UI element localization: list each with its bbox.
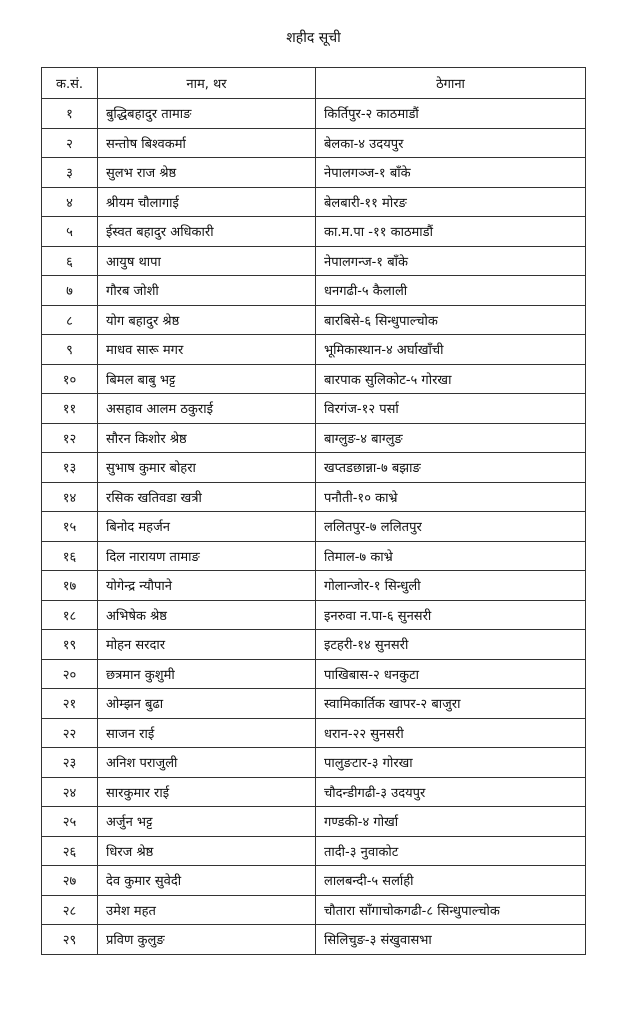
header-address: ठेगाना bbox=[316, 68, 586, 99]
serial-cell: ८ bbox=[42, 305, 98, 335]
address-cell: पालुङटार-३ गोरखा bbox=[316, 748, 586, 778]
name-cell: अनिश पराजुली bbox=[98, 748, 316, 778]
table-row bbox=[42, 836, 586, 866]
serial-cell: १ bbox=[42, 99, 98, 129]
address-cell: बारबिसे-६ सिन्धुपाल्चोक bbox=[316, 305, 586, 335]
page-title: शहीद सूची bbox=[286, 30, 341, 46]
address-cell: ललितपुर-७ ललितपुर bbox=[316, 512, 586, 542]
name-cell: योगेन्द्र न्यौपाने bbox=[98, 571, 316, 601]
serial-cell: २३ bbox=[42, 748, 98, 778]
serial-cell: १९ bbox=[42, 630, 98, 660]
name-cell: बुद्धिबहादुर तामाङ bbox=[98, 99, 316, 129]
name-cell: ओम्झन बुढा bbox=[98, 689, 316, 719]
table-row bbox=[42, 217, 586, 247]
table-row bbox=[42, 630, 586, 660]
address-cell: बारपाक सुलिकोट-५ गोरखा bbox=[316, 364, 586, 394]
name-cell: अभिषेक श्रेष्ठ bbox=[98, 600, 316, 630]
name-cell: श्रीयम चौलागाई bbox=[98, 187, 316, 217]
table-row bbox=[42, 276, 586, 306]
address-cell: धरान-२२ सुनसरी bbox=[316, 718, 586, 748]
table-row bbox=[42, 748, 586, 778]
name-cell: रसिक खतिवडा खत्री bbox=[98, 482, 316, 512]
name-cell: उमेश महत bbox=[98, 895, 316, 925]
table-row bbox=[42, 364, 586, 394]
serial-cell: १२ bbox=[42, 423, 98, 453]
address-cell: नेपालगन्ज-१ बाँके bbox=[316, 246, 586, 276]
table-row bbox=[42, 453, 586, 483]
name-cell: सन्तोष बिश्वकर्मा bbox=[98, 128, 316, 158]
serial-cell: ७ bbox=[42, 276, 98, 306]
serial-cell: ६ bbox=[42, 246, 98, 276]
address-cell: विरगंज-१२ पर्सा bbox=[316, 394, 586, 424]
serial-cell: २५ bbox=[42, 807, 98, 837]
address-cell: किर्तिपुर-२ काठमाडौं bbox=[316, 99, 586, 129]
address-cell: पनौती-१० काभ्रे bbox=[316, 482, 586, 512]
address-cell: नेपालगञ्ज-१ बाँके bbox=[316, 158, 586, 188]
martyrs-table bbox=[41, 67, 586, 955]
name-cell: माधव सारू मगर bbox=[98, 335, 316, 365]
table-row bbox=[42, 718, 586, 748]
serial-cell: २ bbox=[42, 128, 98, 158]
name-cell: सुलभ राज श्रेष्ठ bbox=[98, 158, 316, 188]
table-row bbox=[42, 689, 586, 719]
serial-cell: ९ bbox=[42, 335, 98, 365]
address-cell: पाखिबास-२ धनकुटा bbox=[316, 659, 586, 689]
name-cell: गौरब जोशी bbox=[98, 276, 316, 306]
serial-cell: ५ bbox=[42, 217, 98, 247]
table-row bbox=[42, 925, 586, 955]
table-row bbox=[42, 600, 586, 630]
table-row bbox=[42, 394, 586, 424]
serial-cell: १० bbox=[42, 364, 98, 394]
address-cell: सिलिचुङ-३ संखुवासभा bbox=[316, 925, 586, 955]
serial-cell: १५ bbox=[42, 512, 98, 542]
table-row bbox=[42, 335, 586, 365]
table-row bbox=[42, 423, 586, 453]
address-cell: इटहरी-१४ सुनसरी bbox=[316, 630, 586, 660]
address-cell: तादी-३ नुवाकोट bbox=[316, 836, 586, 866]
name-cell: छत्रमान कुशुमी bbox=[98, 659, 316, 689]
name-cell: साजन राई bbox=[98, 718, 316, 748]
name-cell: सौरन किशोर श्रेष्ठ bbox=[98, 423, 316, 453]
serial-cell: ४ bbox=[42, 187, 98, 217]
serial-cell: २२ bbox=[42, 718, 98, 748]
serial-cell: १६ bbox=[42, 541, 98, 571]
name-cell: धिरज श्रेष्ठ bbox=[98, 836, 316, 866]
table-row bbox=[42, 512, 586, 542]
table-row bbox=[42, 541, 586, 571]
name-cell: मोहन सरदार bbox=[98, 630, 316, 660]
table-row bbox=[42, 128, 586, 158]
name-cell: आयुष थापा bbox=[98, 246, 316, 276]
address-cell: लालबन्दी-५ सर्लाही bbox=[316, 866, 586, 896]
serial-cell: २४ bbox=[42, 777, 98, 807]
table-row bbox=[42, 807, 586, 837]
address-cell: इनरुवा न.पा-६ सुनसरी bbox=[316, 600, 586, 630]
table-row bbox=[42, 158, 586, 188]
name-cell: असहाव आलम ठकुराई bbox=[98, 394, 316, 424]
name-cell: योग बहादुर श्रेष्ठ bbox=[98, 305, 316, 335]
address-cell: चौतारा साँगाचोकगढी-८ सिन्धुपाल्चोक bbox=[316, 895, 586, 925]
address-cell: भूमिकास्थान-४ अर्घाखाँची bbox=[316, 335, 586, 365]
serial-cell: २८ bbox=[42, 895, 98, 925]
serial-cell: २७ bbox=[42, 866, 98, 896]
table-row bbox=[42, 482, 586, 512]
address-cell: गोलान्जोर-१ सिन्धुली bbox=[316, 571, 586, 601]
name-cell: बिनोद महर्जन bbox=[98, 512, 316, 542]
address-cell: बाग्लुङ-४ बाग्लुङ bbox=[316, 423, 586, 453]
table-row bbox=[42, 571, 586, 601]
table-header-row bbox=[42, 68, 586, 99]
address-cell: तिमाल-७ काभ्रे bbox=[316, 541, 586, 571]
name-cell: सारकुमार राई bbox=[98, 777, 316, 807]
serial-cell: १३ bbox=[42, 453, 98, 483]
name-cell: ईस्वत बहादुर अधिकारी bbox=[98, 217, 316, 247]
serial-cell: ११ bbox=[42, 394, 98, 424]
name-cell: प्रविण कुलुङ bbox=[98, 925, 316, 955]
table-row bbox=[42, 305, 586, 335]
serial-cell: २६ bbox=[42, 836, 98, 866]
address-cell: गण्डकी-४ गोर्खा bbox=[316, 807, 586, 837]
address-cell: का.म.पा -११ काठमाडौं bbox=[316, 217, 586, 247]
name-cell: सुभाष कुमार बोहरा bbox=[98, 453, 316, 483]
header-serial: क.सं. bbox=[42, 68, 98, 99]
name-cell: बिमल बाबु भट्ट bbox=[98, 364, 316, 394]
address-cell: धनगढी-५ कैलाली bbox=[316, 276, 586, 306]
table-row bbox=[42, 99, 586, 129]
table-row bbox=[42, 246, 586, 276]
table-row bbox=[42, 187, 586, 217]
address-cell: खप्तडछान्ना-७ बझाङ bbox=[316, 453, 586, 483]
name-cell: अर्जुन भट्ट bbox=[98, 807, 316, 837]
name-cell: दिल नारायण तामाङ bbox=[98, 541, 316, 571]
table-row bbox=[42, 866, 586, 896]
serial-cell: ३ bbox=[42, 158, 98, 188]
serial-cell: १७ bbox=[42, 571, 98, 601]
table-body bbox=[42, 99, 586, 955]
address-cell: बेलका-४ उदयपुर bbox=[316, 128, 586, 158]
header-name: नाम, थर bbox=[98, 68, 316, 99]
table-row bbox=[42, 659, 586, 689]
serial-cell: २० bbox=[42, 659, 98, 689]
name-cell: देव कुमार सुवेदी bbox=[98, 866, 316, 896]
address-cell: स्वामिकार्तिक खापर-२ बाजुरा bbox=[316, 689, 586, 719]
serial-cell: १८ bbox=[42, 600, 98, 630]
table-row bbox=[42, 895, 586, 925]
serial-cell: १४ bbox=[42, 482, 98, 512]
serial-cell: २१ bbox=[42, 689, 98, 719]
serial-cell: २९ bbox=[42, 925, 98, 955]
table-row bbox=[42, 777, 586, 807]
address-cell: चौदन्डीगढी-३ उदयपुर bbox=[316, 777, 586, 807]
address-cell: बेलबारी-११ मोरङ bbox=[316, 187, 586, 217]
